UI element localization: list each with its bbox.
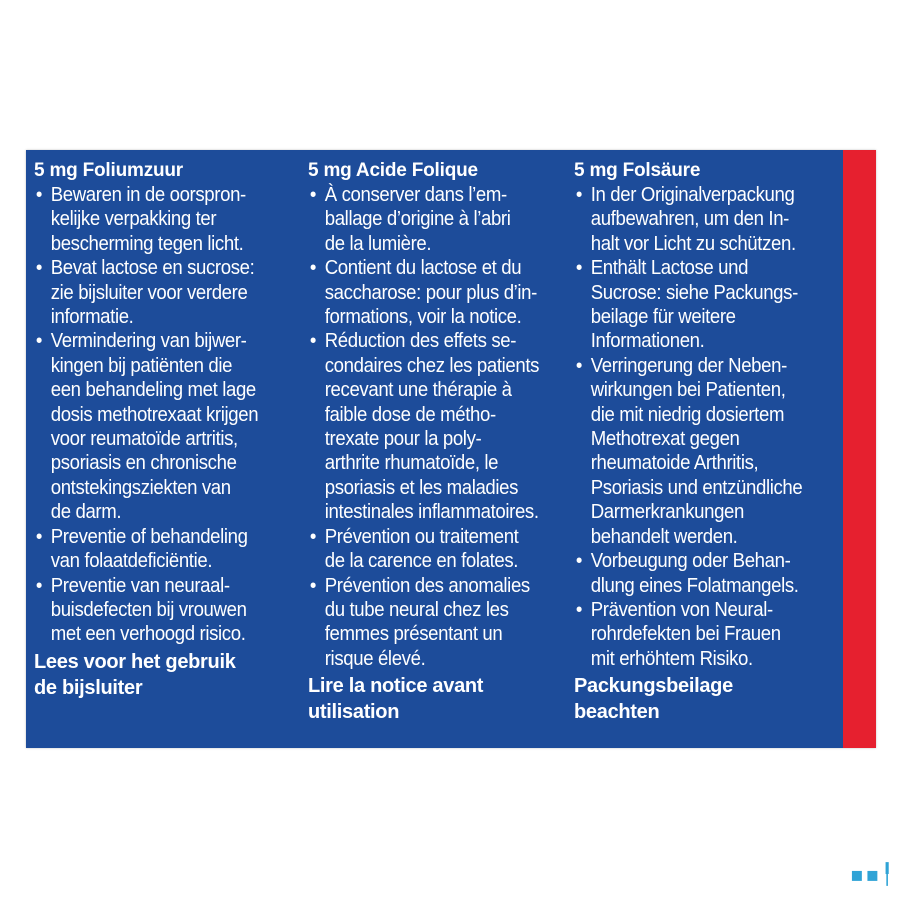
bullet-line: rohrdefekten bei Frauen (590, 623, 781, 646)
bullet-line: arthrite rhumatoïde, le (324, 452, 499, 475)
bullet-line: met een verhoogd risico. (50, 623, 246, 646)
read-leaflet-note (34, 649, 309, 701)
bullet-item (574, 183, 816, 256)
bullet-line: • Prévention des anomalies (324, 574, 530, 597)
footer-line: beachten (574, 701, 660, 724)
bullet-line: de la lumière. (324, 232, 432, 255)
bullet-line: recevant une thérapie à (324, 379, 512, 402)
bullet-line: • Preventie van neuraal- (50, 574, 230, 597)
footer-line: Lire la notice avant (308, 675, 484, 698)
bullet-item (34, 525, 290, 574)
bullet-line: • In der Originalverpackung (590, 184, 795, 206)
bullet-line: bescherming tegen licht. (50, 232, 244, 255)
bullet-line: psoriasis en chronische (50, 452, 237, 475)
bullet-line: • Prävention von Neural- (590, 598, 773, 621)
bullet-line: faible dose de métho- (324, 403, 496, 426)
corner-watermark-mark: ▪▪╿ (850, 862, 896, 886)
bullet-line: • Enthält Lactose und (590, 257, 749, 280)
bullet-line: • Vorbeugung oder Behan- (590, 550, 791, 573)
bullet-line: informatie. (50, 306, 134, 329)
bullet-line: zie bijsluiter voor verdere (50, 281, 248, 304)
footer-line: de bijsluiter (34, 676, 143, 699)
bullet-item (308, 256, 559, 329)
bullet-list (34, 183, 309, 647)
bullet-line: psoriasis et les maladies (324, 476, 519, 499)
bullet-line: femmes présentant un (324, 623, 503, 646)
footer-line: Packungsbeilage (574, 675, 733, 698)
column-german (574, 159, 834, 725)
bullet-line: • Preventie of behandeling (50, 525, 248, 548)
bullet-item (34, 183, 290, 256)
footer-line: utilisation (308, 701, 400, 724)
bullet-line: rheumatoide Arthritis, (590, 452, 759, 475)
bullet-item (574, 256, 816, 354)
bullet-line: de darm. (50, 501, 122, 524)
bullet-line: wirkungen bei Patienten, (590, 379, 786, 402)
bullet-line: du tube neural chez les (324, 598, 509, 621)
bullet-line: voor reumatoïde artritis, (50, 428, 238, 451)
bullet-item (574, 549, 816, 598)
bullet-line: ballage d’origine à l’abri (324, 208, 511, 231)
bullet-list (308, 183, 578, 671)
bullet-item (574, 598, 816, 671)
bullet-list (574, 183, 834, 671)
bullet-item (34, 574, 290, 647)
bullet-line: condaires chez les patients (324, 354, 540, 377)
bullet-line: Informationen. (590, 330, 705, 353)
bullet-item (34, 256, 290, 329)
red-side-stripe (843, 150, 876, 748)
bullet-line: risque élevé. (324, 647, 426, 670)
read-leaflet-note (574, 673, 834, 725)
bullet-line: behandelt werden. (590, 525, 738, 548)
footer-line: Lees voor het gebruik (34, 650, 236, 673)
bullet-line: een behandeling met lage (50, 379, 256, 402)
bullet-line: • Prévention ou traitement (324, 525, 519, 548)
bullet-line: van folaatdeficiëntie. (50, 550, 213, 573)
bullet-line: kelijke verpakking ter (50, 208, 217, 231)
bullet-line: • Réduction des effets se- (324, 330, 517, 353)
bullet-line: • Bevat lactose en sucrose: (50, 257, 255, 280)
bullet-line: mit erhöhtem Risiko. (590, 647, 753, 670)
column-title: 5 mg Folsäure (574, 160, 701, 181)
bullet-line: dosis methotrexaat krijgen (50, 403, 259, 426)
bullet-line: trexate pour la poly- (324, 428, 482, 451)
bullet-line: Darmerkrankungen (590, 501, 745, 524)
bullet-item (308, 329, 559, 524)
bullet-line: kingen bij patiënten die (50, 354, 233, 377)
bullet-line: Psoriasis und entzündliche (590, 476, 803, 499)
bullet-line: de la carence en folates. (324, 550, 519, 573)
bullet-line: dlung eines Folatmangels. (590, 574, 799, 597)
bullet-item (308, 183, 559, 256)
bullet-line: • À conserver dans l’em- (324, 184, 507, 206)
bullet-line: • Contient du lactose et du (324, 257, 522, 280)
column-title: 5 mg Acide Folique (308, 160, 478, 181)
column-dutch (34, 159, 309, 701)
bullet-line: intestinales inflammatoires. (324, 501, 539, 524)
column-french (308, 159, 578, 725)
bullet-line: Methotrexat gegen (590, 428, 740, 451)
bullet-line: aufbewahren, um den In- (590, 208, 789, 231)
bullet-item (308, 525, 559, 574)
read-leaflet-note (308, 673, 578, 725)
bullet-line: halt vor Licht zu schützen. (590, 232, 796, 255)
bullet-line: formations, voir la notice. (324, 306, 522, 329)
bullet-line: Sucrose: siehe Packungs- (590, 281, 798, 304)
bullet-item (34, 329, 290, 524)
package-panel (26, 150, 876, 748)
bullet-line: die mit niedrig dosiertem (590, 403, 785, 426)
bullet-line: ontstekingsziekten van (50, 476, 231, 499)
bullet-line: buisdefecten bij vrouwen (50, 598, 247, 621)
bullet-line: • Verringerung der Neben- (590, 354, 787, 377)
bullet-line: beilage für weitere (590, 306, 736, 329)
bullet-item (574, 354, 816, 549)
bullet-item (308, 574, 559, 672)
bullet-line: • Bewaren in de oorspron- (50, 184, 246, 206)
bullet-line: saccharose: pour plus d’in- (324, 281, 537, 304)
bullet-line: • Vermindering van bijwer- (50, 330, 247, 353)
column-title: 5 mg Foliumzuur (34, 160, 184, 181)
